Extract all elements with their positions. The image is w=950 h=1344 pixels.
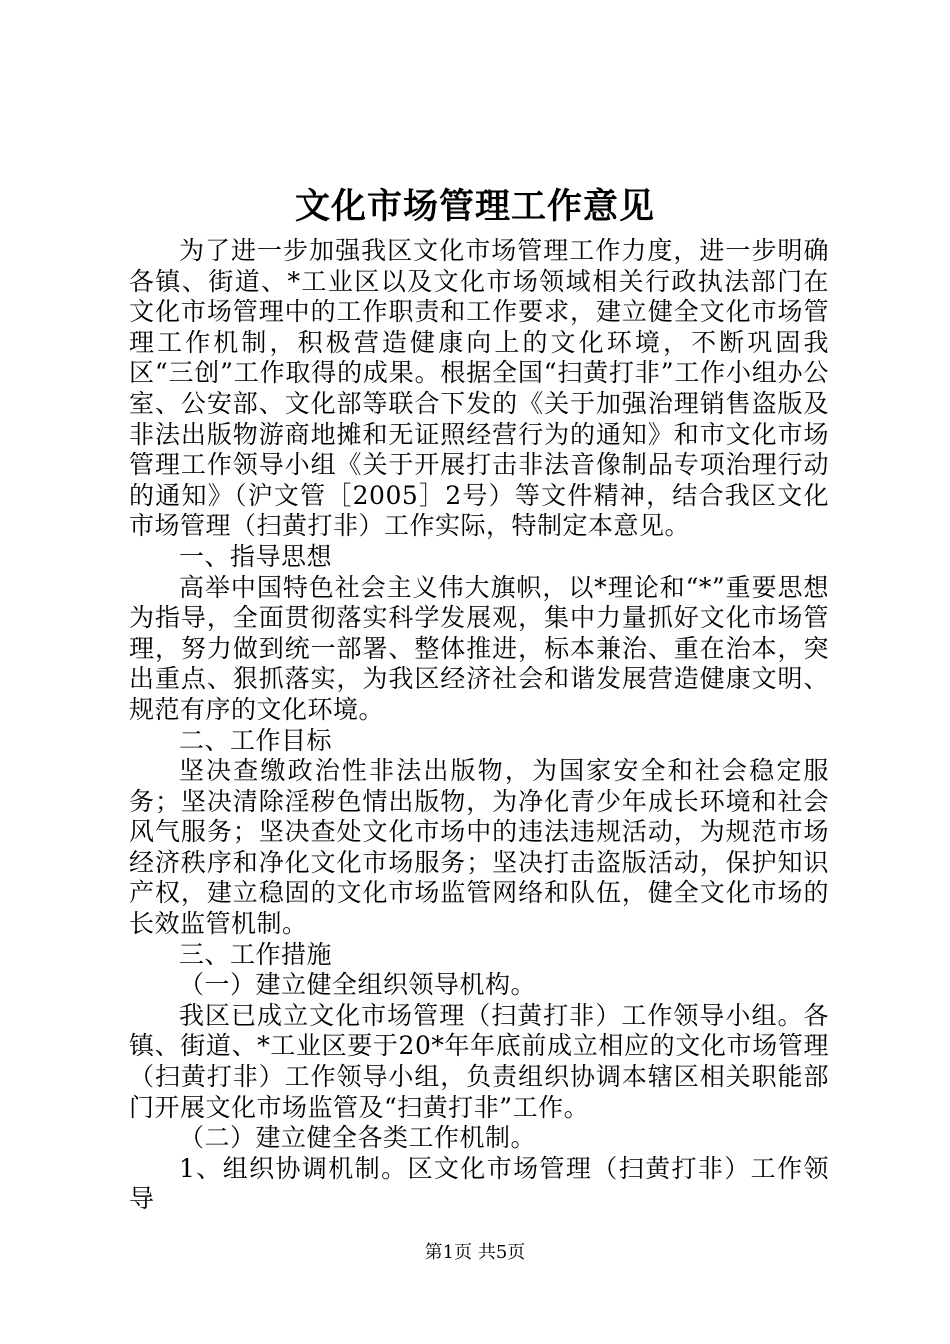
page-footer: 第1页 共5页 (424, 1242, 526, 1263)
heading-guiding-ideology: 一、指导思想 (179, 541, 333, 571)
document-body (129, 236, 829, 1215)
paragraph-intro: 为了进一步加强我区文化市场管理工作力度，进一步明确各镇、街道、*工业区以及文化市场领域相关行政执法部门在文化市场管理中的工作职责和工作要求，建立健全文化市场管理工作机制，积极营造健康向上的文化环境，不断巩固我区“三创”工作取得的成果。根据全国“扫黄打非”工作小组办公室、公安部、文化部等联合下发的《关于加强治理销售盗版及非法出版物游商地摊和无证照经营行为的通知》和市文化市场管理工作领导小组《关于开展打击非法音像制品专项治理行动的通知》（沪文管［2005］2号）等文件精神，结合我区文化市场管理（扫黄打非）工作实际，特制定本意见。 (129, 236, 829, 541)
document-title: 文化市场管理工作意见 (294, 186, 655, 227)
paragraph-organization: 我区已成立文化市场管理（扫黄打非）工作领导小组。各镇、街道、*工业区要于20*年年底前成立相应的文化市场管理（扫黄打非）工作领导小组，负责组织协调本辖区相关职能部门开展文化市场监管及“扫黄打非”工作。 (129, 1000, 829, 1122)
heading-work-measures: 三、工作措施 (179, 939, 333, 969)
paragraph-guiding-ideology: 高举中国特色社会主义伟大旗帜，以*理论和“*”重要思想为指导，全面贯彻落实科学发展观，集中力量抓好文化市场管理，努力做到统一部署、整体推进，标本兼治、重在治本，突出重点、狠抓落实，为我区经济社会和谐发展营造健康文明、规范有序的文化环境。 (129, 572, 829, 724)
subheading-mechanisms: （二）建立健全各类工作机制。 (179, 1123, 537, 1153)
paragraph-work-goals: 坚决查缴政治性非法出版物，为国家安全和社会稳定服务；坚决清除淫秽色情出版物，为净化青少年成长环境和社会风气服务；坚决查处文化市场中的违法违规活动，为规范市场经济秩序和净化文化市场服务；坚决打击盗版活动，保护知识产权，建立稳固的文化市场监管网络和队伍，健全文化市场的长效监管机制。 (129, 756, 829, 939)
subheading-organization: （一）建立健全组织领导机构。 (179, 970, 537, 1000)
heading-work-goals: 二、工作目标 (179, 725, 333, 755)
paragraph-coordination: 1、组织协调机制。区文化市场管理（扫黄打非）工作领导 (129, 1153, 829, 1214)
